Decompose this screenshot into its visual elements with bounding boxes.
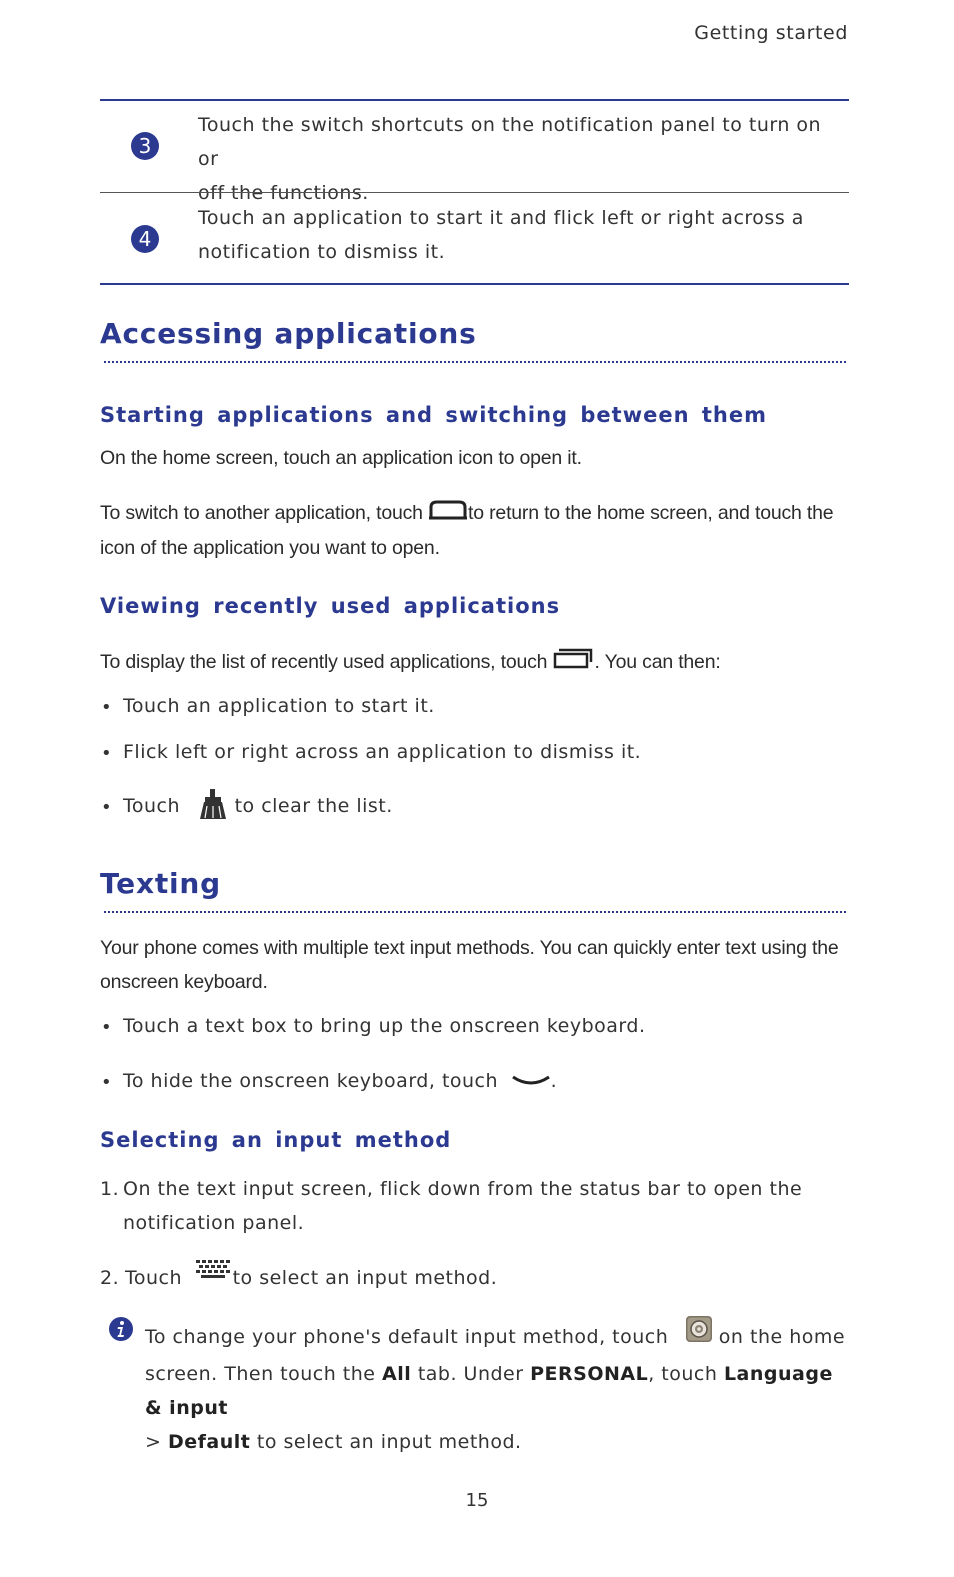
table-row-3-line1: Touch the switch shortcuts on the notification panel to turn on or — [198, 114, 822, 170]
subsection-title-starting: Starting applications and switching between them — [100, 403, 767, 427]
bullet-dismiss-app: Flick left or right across an application to dismiss it. — [123, 741, 642, 763]
note-line3-rest: to select an input method. — [256, 1431, 522, 1453]
settings-icon — [685, 1315, 713, 1354]
keyboard-icon — [195, 1256, 231, 1290]
paragraph-switch-app — [100, 496, 860, 565]
section-title-accessing: Accessing applications — [100, 317, 477, 350]
step-2-after: to select an input method. — [232, 1267, 498, 1289]
section-dotted-rule — [104, 361, 846, 363]
note-line1-after: on the home — [718, 1326, 846, 1348]
note-all-tab: All — [382, 1363, 412, 1385]
note-line2-b: tab. Under — [417, 1363, 524, 1385]
note-line2-a: screen. Then touch the — [145, 1363, 376, 1385]
bullet-marker: • — [101, 797, 112, 818]
recent-intro-before: To display the list of recently used applications, touch — [100, 651, 548, 673]
step-1-line2: notification panel. — [123, 1212, 305, 1234]
step-number-4: 4 — [131, 225, 159, 253]
note-line1-before: To change your phone's default input method, touch — [145, 1326, 669, 1348]
step-1-text — [123, 1172, 843, 1240]
recent-apps-icon — [553, 646, 595, 680]
header-section-title: Getting started — [694, 22, 848, 44]
bullet-marker: • — [101, 697, 112, 718]
info-icon — [108, 1316, 134, 1346]
bullet-clear-list — [123, 788, 393, 825]
table-row-divider — [100, 192, 849, 193]
paragraph-texting-intro — [100, 931, 860, 999]
note-default: Default — [167, 1431, 251, 1453]
note-personal: PERSONAL — [530, 1363, 649, 1385]
table-row-3-text — [198, 108, 838, 210]
bullet-hide-keyboard — [123, 1070, 557, 1093]
step-2-text — [125, 1261, 497, 1296]
chevron-down-icon — [511, 1071, 551, 1093]
subsection-title-selecting: Selecting an input method — [100, 1128, 452, 1152]
paragraph-recent-intro — [100, 645, 860, 680]
note-line2-c: , touch — [648, 1363, 718, 1385]
table-top-rule — [100, 99, 849, 101]
step-2-number: 2. — [100, 1267, 120, 1289]
note-line-2 — [145, 1357, 855, 1425]
bullet-marker: • — [101, 1017, 112, 1038]
step-1-number: 1. — [100, 1178, 120, 1200]
table-bottom-rule — [100, 283, 849, 285]
texting-intro-line2: onscreen keyboard. — [100, 971, 268, 993]
note-language-input: Language & input — [145, 1363, 833, 1419]
clear-text-before: Touch — [123, 795, 181, 817]
table-row-4-line1: Touch an application to start it and flick left or right across a — [198, 207, 804, 229]
step-2-before: Touch — [125, 1267, 183, 1289]
clear-text-after: to clear the list. — [234, 795, 393, 817]
note-line3-gt: > — [145, 1431, 162, 1453]
paragraph-home-screen: On the home screen, touch an application icon to open it. — [100, 447, 582, 469]
broom-icon — [197, 788, 229, 825]
hide-keyboard-after: . — [550, 1070, 558, 1092]
recent-intro-after: . You can then: — [594, 651, 721, 673]
note-line-1 — [145, 1318, 855, 1357]
step-number-3: 3 — [131, 132, 159, 160]
switch-text-line2: icon of the application you want to open. — [100, 536, 440, 559]
subsection-title-recent: Viewing recently used applications — [100, 594, 561, 618]
hide-keyboard-before: To hide the onscreen keyboard, touch — [123, 1070, 499, 1092]
table-row-4-text — [198, 201, 838, 269]
switch-text-after: to return to the home screen, and touch the — [468, 502, 834, 524]
bullet-marker: • — [101, 743, 112, 764]
section-title-texting: Texting — [100, 867, 221, 900]
table-row-4-line2: notification to dismiss it. — [198, 241, 446, 263]
texting-intro-line1: Your phone comes with multiple text input methods. You can quickly enter text using the — [100, 937, 839, 959]
bullet-start-app: Touch an application to start it. — [123, 695, 435, 717]
note-line-3 — [145, 1425, 855, 1459]
home-icon — [428, 497, 468, 531]
page-number: 15 — [465, 1490, 489, 1511]
section-dotted-rule — [104, 911, 846, 913]
note-text — [145, 1318, 855, 1459]
bullet-marker: • — [101, 1072, 112, 1093]
switch-text-before: To switch to another application, touch — [100, 502, 423, 524]
bullet-text-box: Touch a text box to bring up the onscreen keyboard. — [123, 1015, 646, 1037]
step-1-line1: On the text input screen, flick down from the status bar to open the — [123, 1178, 803, 1200]
table-row-3-line2: off the functions. — [198, 182, 369, 204]
